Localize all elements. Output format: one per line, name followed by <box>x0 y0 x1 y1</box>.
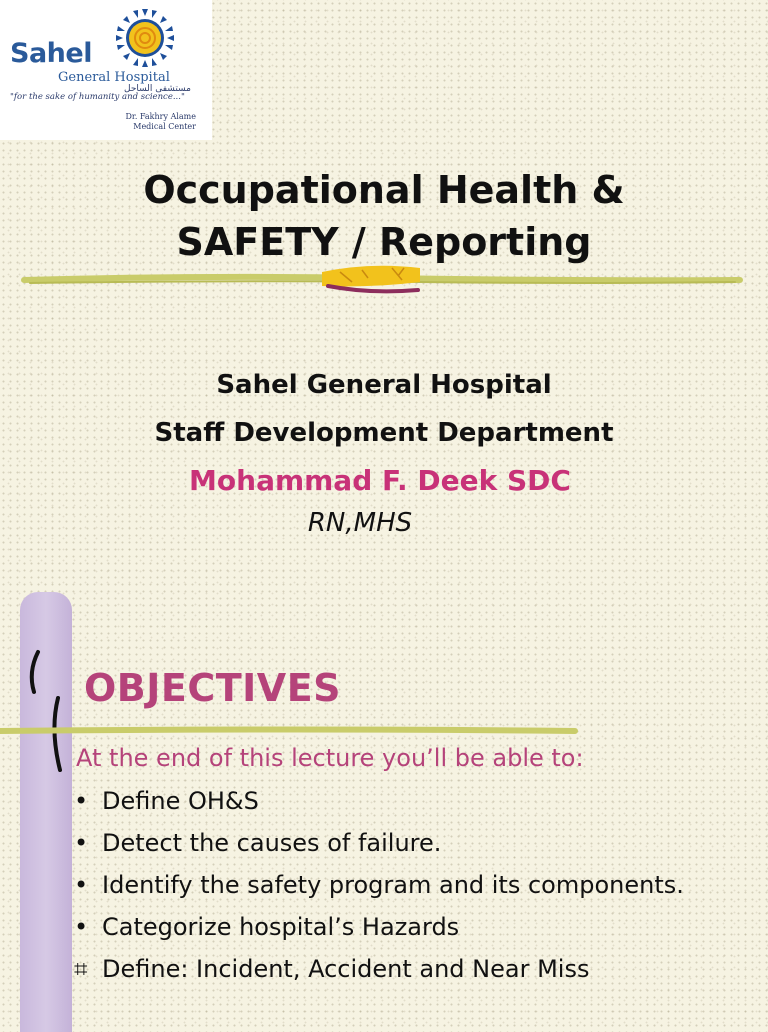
objective-text: Categorize hospital’s Hazards <box>102 913 460 941</box>
objectives-intro: At the end of this lecture you’ll be able to: <box>76 744 584 772</box>
objective-text: Define: Incident, Accident and Near Miss <box>102 955 590 983</box>
logo-name: Sahel <box>10 38 92 69</box>
title-line-2: SAFETY / Reporting <box>176 220 592 264</box>
list-item <box>70 868 730 902</box>
logo-arabic-name: مستشفى الساحل <box>124 84 191 94</box>
organization-name: Sahel General Hospital <box>216 370 552 400</box>
logo-medical-center: Medical Center <box>133 122 196 131</box>
bullet-icon: • <box>74 913 89 941</box>
objectives-heading: OBJECTIVES <box>84 666 342 710</box>
presenter-name: Mohammad F. Deek SDC <box>189 464 571 497</box>
hash-bullet-icon: ⌗ <box>74 955 88 983</box>
department-name: Staff Development Department <box>154 418 614 448</box>
objectives-list <box>70 784 730 994</box>
logo-subtitle: General Hospital <box>58 70 170 85</box>
presenter-credentials: RN,MHS <box>307 508 413 538</box>
hospital-logo <box>0 0 212 140</box>
bullet-icon: • <box>74 871 89 899</box>
list-item <box>70 826 730 860</box>
objective-text: Define OH&S <box>102 787 259 815</box>
list-item <box>70 784 730 818</box>
objective-text: Detect the causes of failure. <box>102 829 442 857</box>
bullet-icon: • <box>74 787 89 815</box>
logo-doctor-name: Dr. Fakhry Alame <box>125 112 196 121</box>
list-item <box>70 952 730 986</box>
sun-logo-icon <box>112 8 178 68</box>
objectives-underline <box>0 724 600 738</box>
objectives-slide <box>0 580 768 1024</box>
decorative-brush-line <box>0 258 768 298</box>
list-item <box>70 910 730 944</box>
bullet-icon: • <box>74 829 89 857</box>
logo-motto: "for the sake of humanity and science..." <box>10 92 185 102</box>
slide-title <box>0 164 768 268</box>
title-line-1: Occupational Health & <box>143 168 625 212</box>
objective-text: Identify the safety program and its components. <box>102 871 684 899</box>
